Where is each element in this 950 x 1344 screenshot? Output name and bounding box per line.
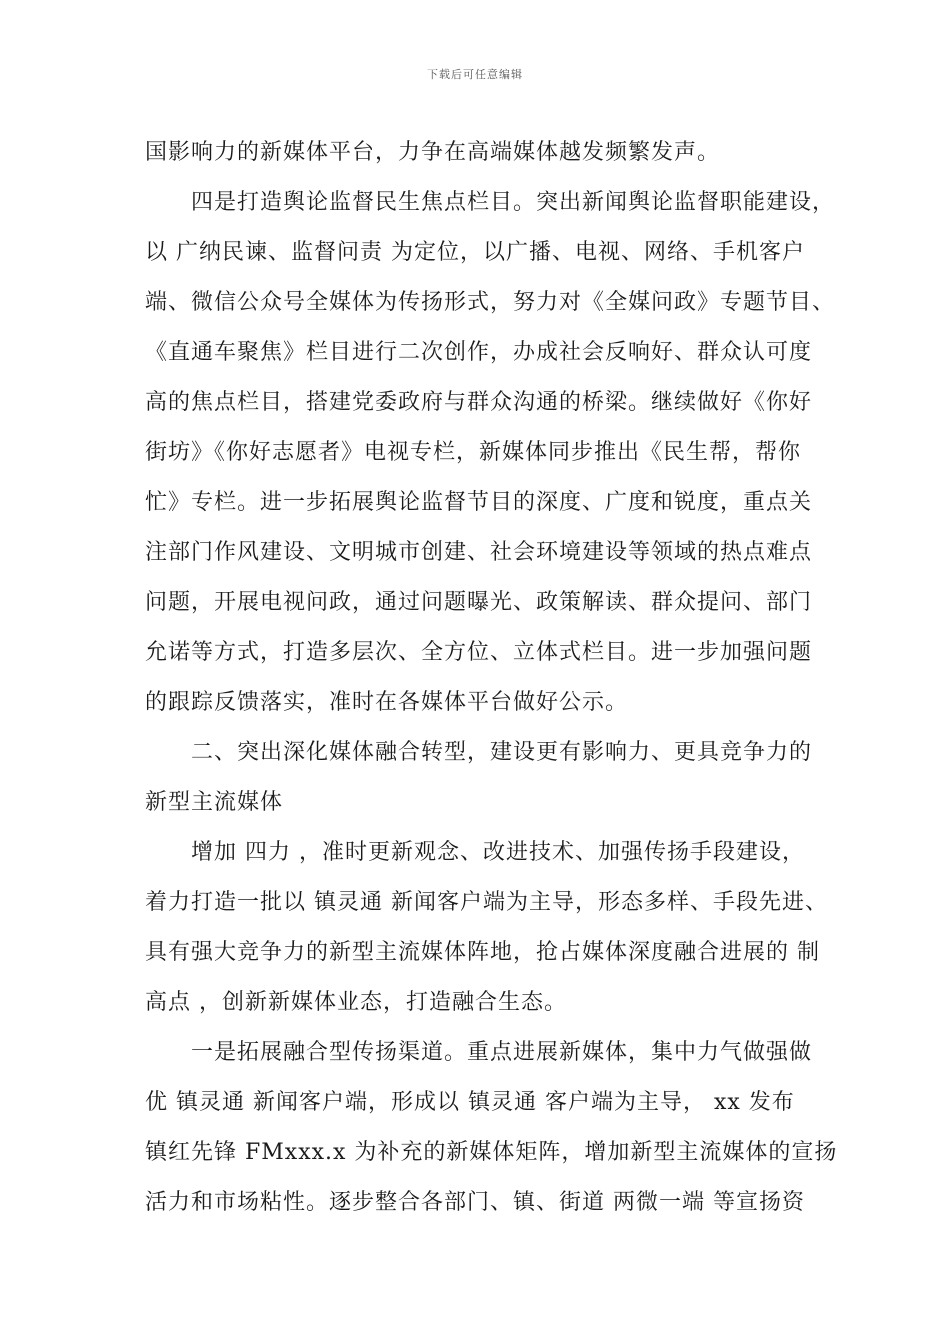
text-line: 忙》专栏。进一步拓展舆论监督节目的深度、广度和锐度，重点关 (145, 490, 813, 515)
text-line: 活力和市场粘性。逐步整合各部门、镇、街道 两微一端 等宣扬资 (145, 1190, 805, 1215)
document-body (145, 128, 838, 1228)
text-line: 端、微信公众号全媒体为传扬形式，努力对《全媒问政》专题节目、 (145, 290, 836, 315)
text-line: 着力打造一批以 镇灵通 新闻客户端为主导，形态多样、手段先进、 (145, 890, 828, 915)
section-heading-line: 二、突出深化媒体融合转型，建设更有影响力、更具竞争力的 (191, 740, 813, 765)
text-line: 以 广纳民谏、监督问责 为定位，以广播、电视、网络、手机客户 (145, 240, 805, 265)
text-line: 国影响力的新媒体平台，力争在高端媒体越发频繁发声。 (145, 140, 721, 165)
text-line: 四是打造舆论监督民生焦点栏目。突出新闻舆论监督职能建设， (191, 190, 836, 215)
text-line: 一是拓展融合型传扬渠道。重点进展新媒体，集中力气做强做 (191, 1040, 813, 1065)
text-line: 高点 ，创新新媒体业态，打造融合生态。 (145, 990, 567, 1015)
text-line: 优 镇灵通 新闻客户端，形成以 镇灵通 客户端为主导， xx 发布 (145, 1090, 795, 1115)
text-line: 的跟踪反馈落实，准时在各媒体平台做好公示。 (145, 690, 629, 715)
page-header: 下载后可任意编辑 (427, 68, 523, 81)
text-line: 增加 四力 ，准时更新观念、改进技术、加强传扬手段建设， (191, 840, 805, 865)
text-line: 允诺等方式，打造多层次、全方位、立体式栏目。进一步加强问题 (145, 640, 813, 665)
text-line: 具有强大竞争力的新型主流媒体阵地，抢占媒体深度融合进展的 制 (145, 940, 820, 965)
text-line: 问题，开展电视问政，通过问题曝光、政策解读、群众提问、部门 (145, 590, 813, 615)
text-line: 《直通车聚焦》栏目进行二次创作，办成社会反响好、群众认可度 (145, 340, 813, 365)
text-line: 高的焦点栏目，搭建党委政府与群众沟通的桥梁。继续做好《你好 (145, 390, 813, 415)
text-line: 注部门作风建设、文明城市创建、社会环境建设等领域的热点难点 (145, 540, 813, 565)
text-line: 镇红先锋 FMxxx.x 为补充的新媒体矩阵，增加新型主流媒体的宣扬 (145, 1140, 838, 1165)
text-line: 街坊》《你好志愿者》电视专栏，新媒体同步推出《民生帮，帮你 (145, 440, 802, 465)
section-heading-line: 新型主流媒体 (145, 790, 284, 815)
